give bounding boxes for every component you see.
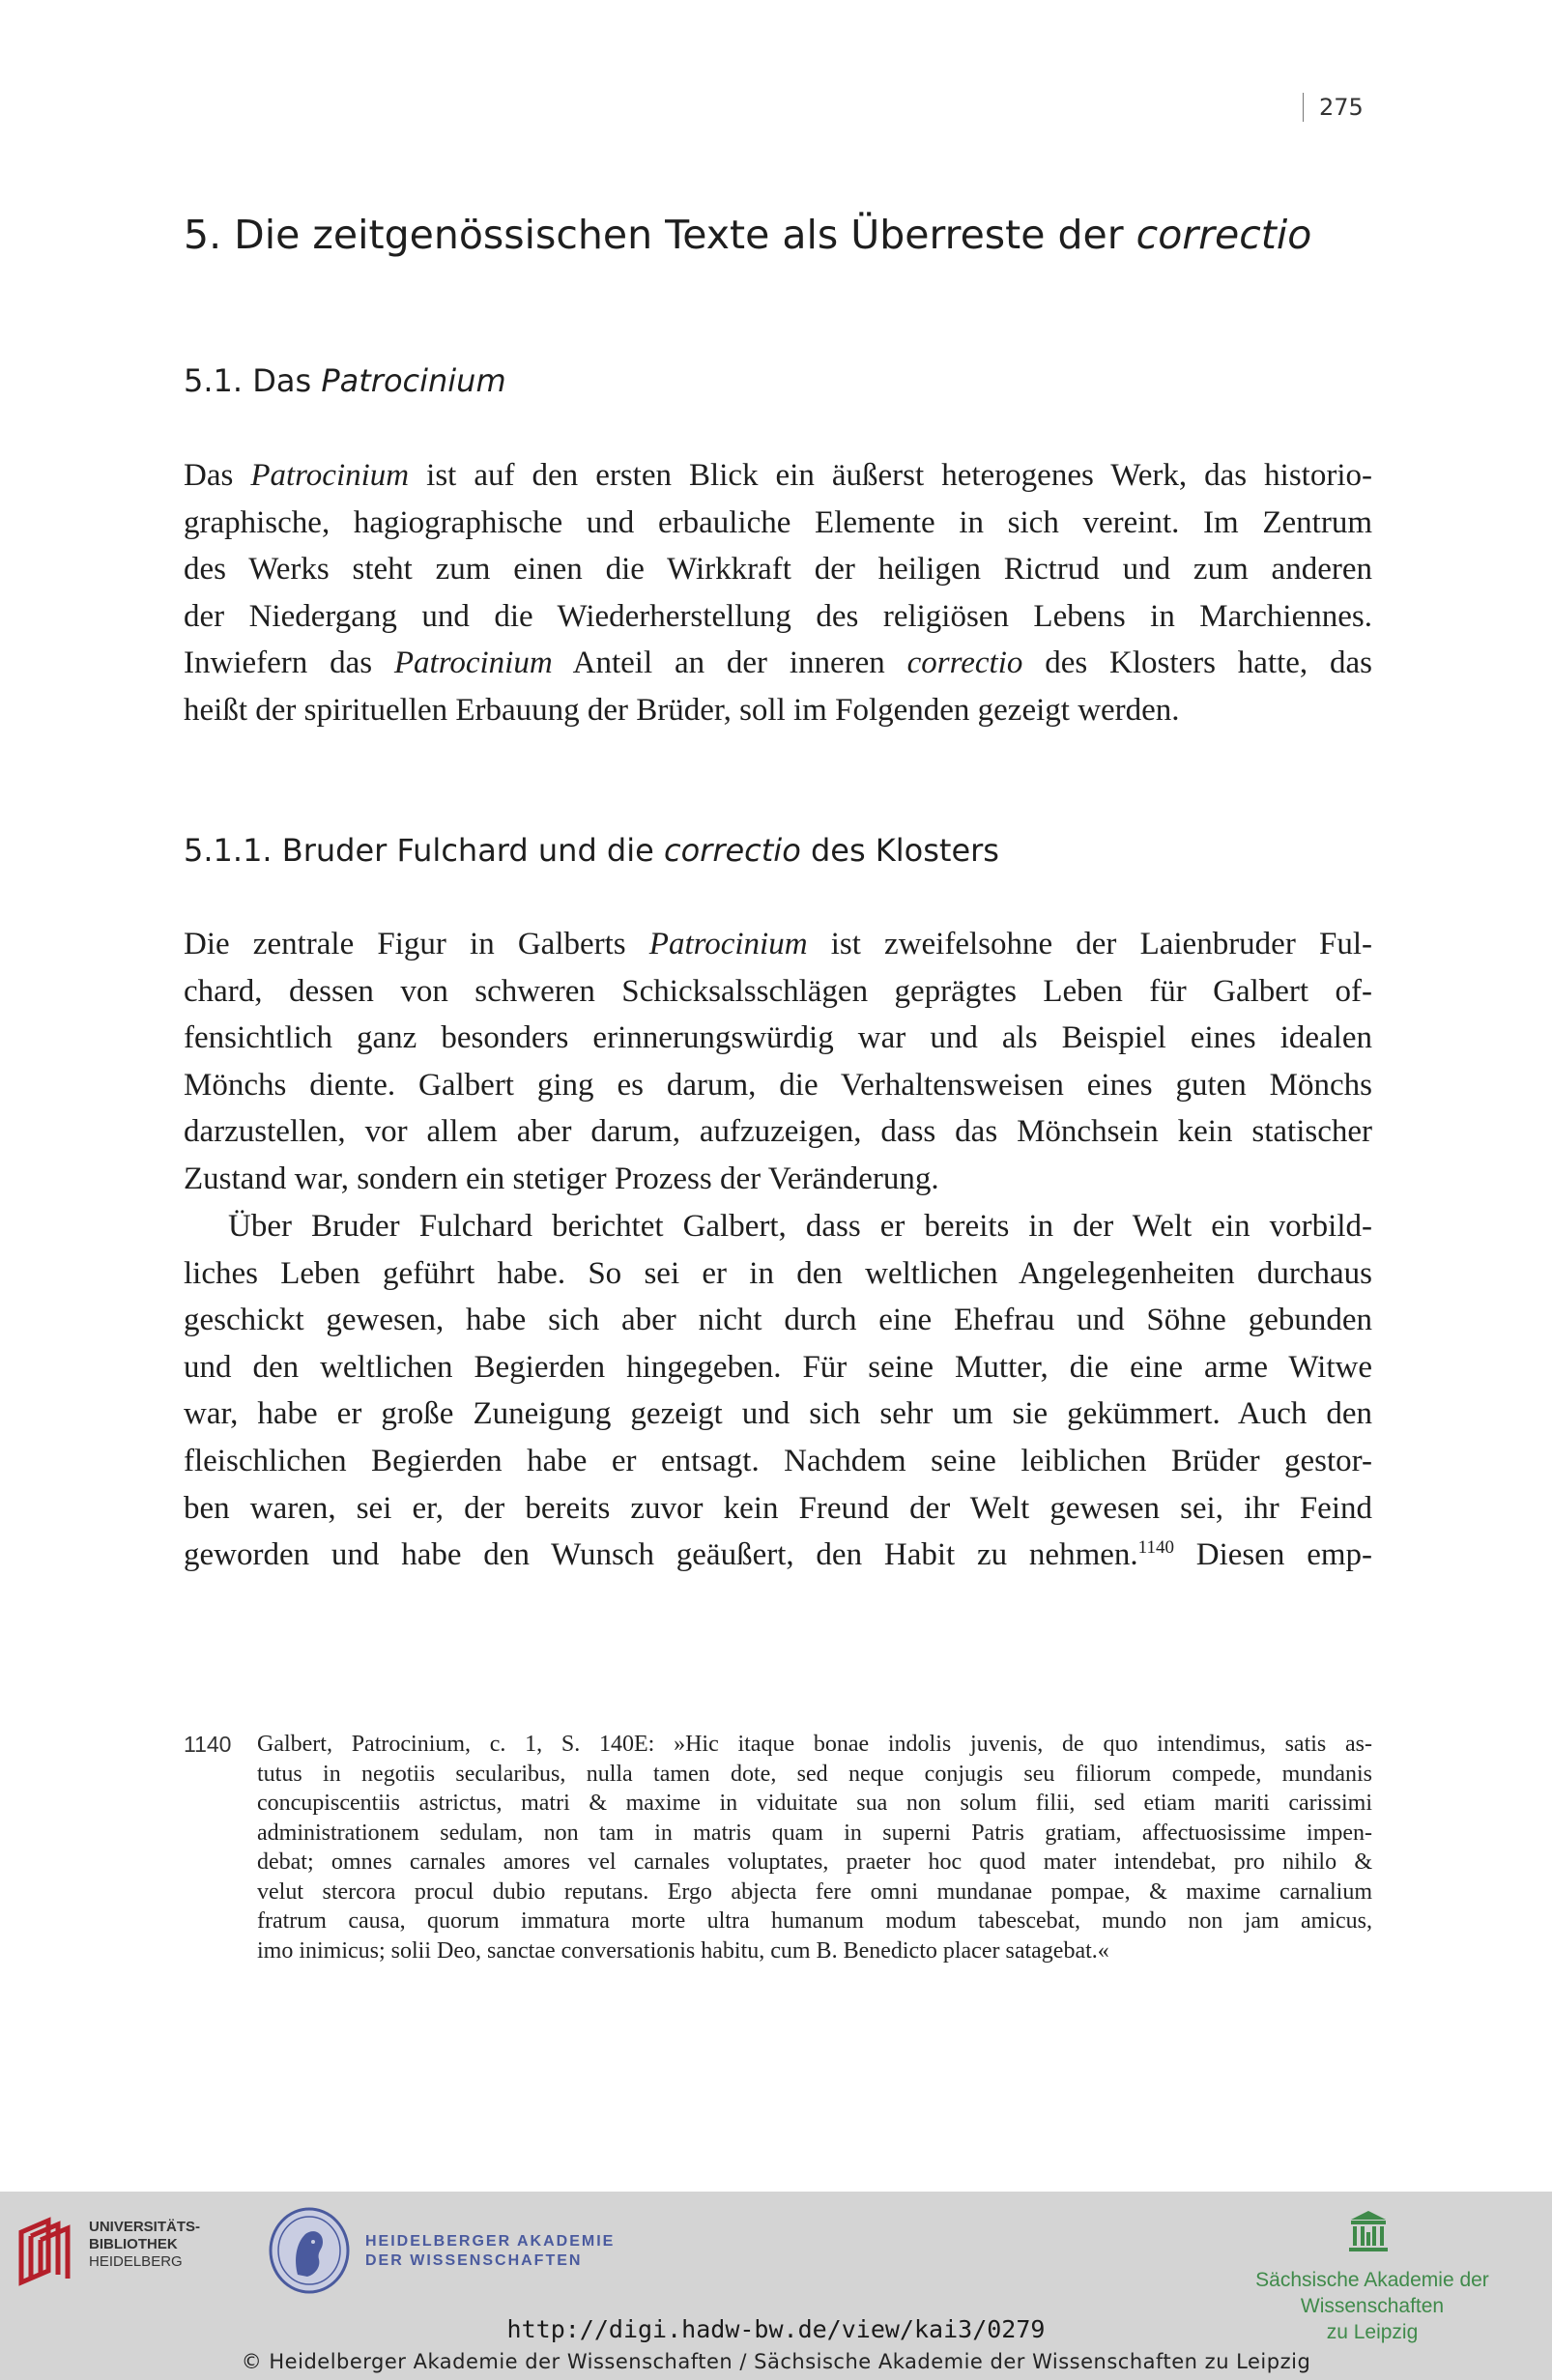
- text-line: geschickt gewesen, habe sich aber nicht durch eine Ehefrau und Söhne gebunden: [184, 1303, 1372, 1338]
- subsection-heading: [184, 829, 999, 872]
- text-line: darzustellen, vor allem aber darum, aufzuzeigen, dass das Mönchsein kein statischer: [184, 1114, 1372, 1150]
- section-heading-text: 5.1. Das: [184, 362, 322, 399]
- text-line: war, habe er große Zuneigung gezeigt und sich sehr um sie gekümmert. Auch den: [184, 1396, 1372, 1432]
- text-line: Mönchs diente. Galbert ging es darum, die Verhaltensweisen eines guten Mönchs: [184, 1067, 1372, 1103]
- subsection-heading-text: 5.1.1. Bruder Fulchard und die: [184, 832, 664, 869]
- footnote-text: [257, 1730, 1372, 1965]
- italic-span: correctio: [906, 645, 1023, 681]
- footnote-number: 1140: [184, 1732, 232, 1757]
- italic-span: Patrocinium: [393, 645, 553, 681]
- hadw-logo-line: HEIDELBERGER AKADEMIE: [365, 2233, 616, 2250]
- text-span: des Klosters hatte, das: [1022, 645, 1372, 681]
- footnote-line: administrationem sedulam, non tam in matris quam in superni Patris gratiam, affectuosissime impen-: [257, 1820, 1372, 1846]
- footnote-ref[interactable]: 1140: [1137, 1537, 1174, 1559]
- text-line: Über Bruder Fulchard berichtet Galbert, dass er bereits in der Welt ein vorbild-: [228, 1209, 1372, 1244]
- subsection-heading-suffix: des Klosters: [800, 832, 999, 869]
- paragraph-fulchard: [184, 921, 1372, 1203]
- footnote-line: tutus in negotiis secularibus, nulla tamen dote, sed neque conjugis seu filiorum compede, mundanis: [257, 1761, 1372, 1787]
- paragraph-biography: [184, 1203, 1372, 1579]
- subsection-heading-italic: correctio: [663, 832, 801, 869]
- text-line: ben waren, sei er, der bereits zuvor kein Freund der Welt gewesen sei, ihr Feind: [184, 1490, 1372, 1526]
- saw-logo-line: zu Leipzig: [1326, 2321, 1419, 2343]
- text-line: und den weltlichen Begierden hingegeben. Für seine Mutter, die eine arme Witwe: [184, 1349, 1372, 1385]
- text-span: Die zentrale Figur in Galberts: [184, 927, 649, 961]
- section-heading-italic: Patrocinium: [321, 362, 506, 399]
- ub-logo-line: BIBLIOTHEK: [89, 2236, 178, 2252]
- footnote-line: Galbert, Patrocinium, c. 1, S. 140E: »Hic itaque bonae indolis juvenis, de quo intendimus, satis as-: [257, 1732, 1372, 1757]
- chapter-title-italic: correctio: [1135, 212, 1312, 258]
- ub-logo-text[interactable]: [89, 2219, 224, 2271]
- hadw-logo-text[interactable]: [365, 2232, 615, 2271]
- saw-logo-line: Sächsische Akademie der Wissenschaften: [1255, 2269, 1489, 2317]
- text-span: ist zweifelsohne der Laienbruder Ful-: [807, 927, 1372, 961]
- text-line: [184, 640, 1372, 687]
- footnote-line: imo inimicus; solii Deo, sanctae conversationis habitu, cum B. Benedicto placer satagebat.«: [257, 1937, 1109, 1964]
- text-line: chard, dessen von schweren Schicksalsschlägen geprägtes Leben für Galbert of-: [184, 973, 1372, 1009]
- footnote-line: debat; omnes carnales amores vel carnales voluptates, praeter hoc quod mater intendebat, pro nihilo &: [257, 1850, 1372, 1875]
- hadw-seal-icon[interactable]: [269, 2207, 350, 2294]
- chapter-title-text: 5. Die zeitgenössischen Texte als Überreste der: [184, 212, 1136, 258]
- permalink-url[interactable]: http://digi.hadw-bw.de/view/kai3/0279: [506, 2315, 1046, 2343]
- text-line: [184, 1532, 1372, 1579]
- italic-span: Patrocinium: [648, 927, 808, 961]
- italic-span: Patrocinium: [250, 458, 410, 493]
- footnote-line: concupiscentiis astrictus, matri & maxime in viduitate sua non solum filii, sed etiam mariti carissimi: [257, 1791, 1372, 1816]
- text-span: Inwiefern das: [184, 645, 394, 681]
- text-line: der Niedergang und die Wiederherstellung des religiösen Lebens in Marchiennes.: [184, 598, 1372, 634]
- text-span: Anteil an der inneren: [552, 645, 907, 681]
- footnote-line: velut stercora procul dubio reputans. Ergo abjecta fere omni mundanae pompae, & maxime carnalium: [257, 1878, 1372, 1905]
- paragraph-intro: [184, 452, 1372, 734]
- section-heading: [184, 359, 506, 402]
- text-span: geworden und habe den Wunsch geäußert, den Habit zu nehmen.: [184, 1537, 1138, 1573]
- ub-logo-line: UNIVERSITÄTS-: [89, 2219, 201, 2235]
- text-span: Das: [184, 458, 251, 493]
- text-line: Zustand war, sondern ein stetiger Prozess der Veränderung.: [184, 1161, 939, 1196]
- text-line: heißt der spirituellen Erbauung der Brüder, soll im Folgenden gezeigt werden.: [184, 692, 1180, 728]
- footer-bar: [0, 2192, 1552, 2380]
- text-span: ist auf den ersten Blick ein äußerst heterogenes Werk, das historio-: [409, 458, 1372, 493]
- text-line: fleischlichen Begierden habe er entsagt. Nachdem seine leiblichen Brüder gestor-: [184, 1443, 1372, 1478]
- text-line: [184, 452, 1372, 500]
- text-span: Diesen emp-: [1173, 1537, 1372, 1573]
- text-line: des Werks steht zum einen die Wirkkraft der heiligen Rictrud und zum anderen: [184, 552, 1372, 588]
- text-line: liches Leben geführt habe. So sei er in den weltlichen Angelegenheiten durchaus: [184, 1255, 1372, 1291]
- page-number: 275: [1303, 93, 1364, 122]
- chapter-title: [184, 208, 1372, 262]
- ub-logo-line: HEIDELBERG: [89, 2253, 183, 2270]
- copyright-notice: © Heidelberger Akademie der Wissenschaften / Sächsische Akademie der Wissenschaften zu Leipzig: [241, 2350, 1311, 2373]
- text-line: fensichtlich ganz besonders erinnerungswürdig war und als Beispiel eines idealen: [184, 1020, 1372, 1056]
- saw-building-icon[interactable]: [1347, 2209, 1390, 2253]
- footnote-line: fratrum causa, quorum immatura morte ultra humanum modum tabescebat, mundo non jam amicus,: [257, 1908, 1372, 1934]
- hadw-logo-line: DER WISSENSCHAFTEN: [365, 2252, 583, 2269]
- text-line: [184, 921, 1372, 968]
- text-line: graphische, hagiographische und erbauliche Elemente in sich vereint. Im Zentrum: [184, 504, 1372, 540]
